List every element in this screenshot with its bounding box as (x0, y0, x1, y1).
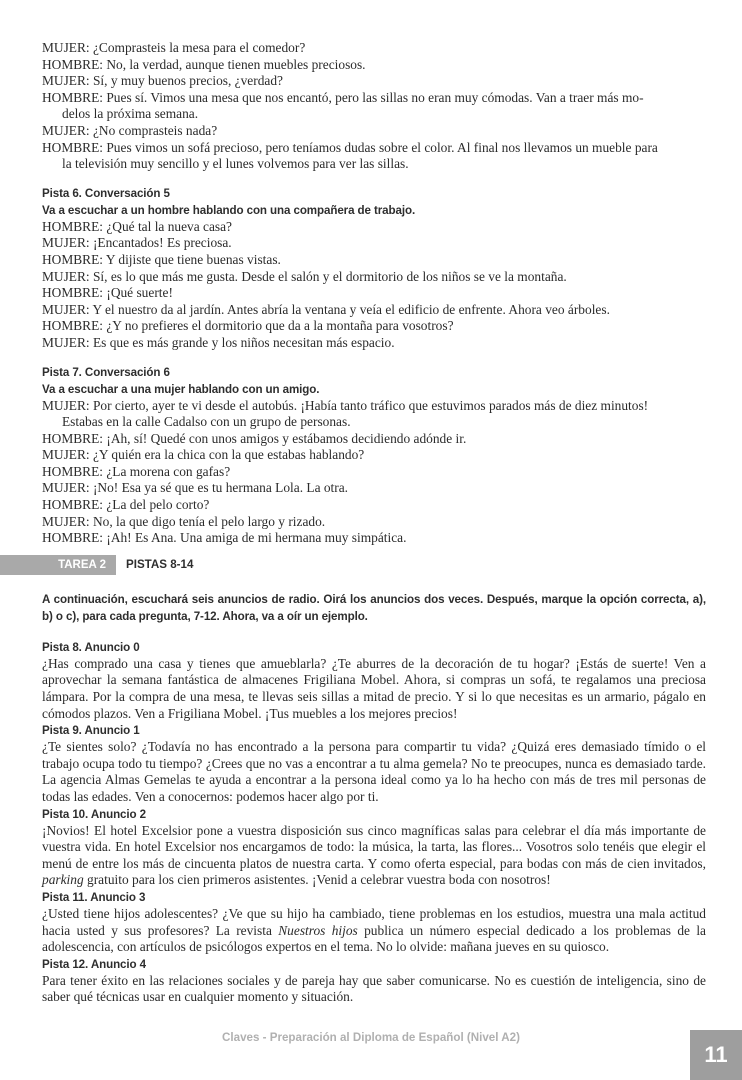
section-subtitle: Va a escuchar a una mujer hablando con un amigo. (42, 382, 320, 396)
italic-term: Nuestros hijos (278, 922, 358, 938)
anuncio-text: ¿Usted tiene hijos adolescentes? ¿Ve que su hijo ha cambiado, tiene problemas en los estudios, muestra una mala actitud hacia usted y sus profesores? La revista Nuestros hijos publica un número especial dedicado a los problemas de la adolescencia, con artículos de psicólogos expertos en el tema. No lo olvide: mañana jueves en su quiosco. (42, 905, 706, 955)
dialogue-line: HOMBRE: ¡Qué suerte! (42, 285, 173, 301)
anuncio-text: ¿Te sientes solo? ¿Todavía no has encontrado a la persona para compartir tu vida? ¿Quizá eres demasiado tímido o el trabajo ocupa todo tu tiempo? ¿Crees que no vas a encontrar a tu alma gemela? No te preocupes, nunca es demasiado tarde. La agencia Almas Gemelas te ayuda a encontrar a la persona ideal como ya lo ha hecho con más de tres mil personas de todas las edades. Ven a conocernos: podemos hacer algo por ti. (42, 739, 706, 804)
anuncio-text: Para tener éxito en las relaciones sociales y de pareja hay que saber comunicarse. No es cuestión de inteligencia, sino de saber qué técnicas usar en cualquier momento y situación. (42, 972, 706, 1005)
dialogue-line: MUJER: ¡No! Esa ya sé que es tu hermana Lola. La otra. (42, 480, 349, 496)
anuncio-block (42, 722, 706, 805)
dialogue-line-continued: la televisión muy sencillo y el lunes volvemos para ver las sillas. (62, 156, 409, 172)
dialogue-line: MUJER: ¿Y quién era la chica con la que estabas hablando? (42, 447, 365, 463)
dialogue-line: MUJER: Sí, es lo que más me gusta. Desde el salón y el dormitorio de los niños se ve la montaña. (42, 268, 567, 284)
page-footer: Claves - Preparación al Diploma de Español (Nivel A2) (222, 1031, 520, 1044)
task-instructions: A continuación, escuchará seis anuncios de radio. Oirá los anuncios dos veces. Después, marque la opción correcta, a), b) o c), para cada pregunta, 7-12. Ahora, va a oír un ejemplo. (42, 592, 706, 623)
page-number: 11 (690, 1030, 742, 1080)
dialogue-line: HOMBRE: Y dijiste que tiene buenas vistas. (42, 251, 281, 267)
section-title: Pista 6. Conversación 5 (42, 186, 170, 200)
dialogue-line: HOMBRE: ¡Ah! Es Ana. Una amiga de mi hermana muy simpática. (42, 530, 407, 546)
dialogue-line: HOMBRE: ¿La del pelo corto? (42, 497, 210, 513)
anuncio-text: ¿Has comprado una casa y tienes que amueblarla? ¿Te aburres de la decoración de tu hogar? ¡Estás de suerte! Ven a aprovechar la semana fantástica de almacenes Frigiliana Mobel. Ahora, si compras un sofá, te regalamos una preciosa lámpara. Por la compra de una mesa, te llevas seis sillas a mitad de precio. Y si lo que necesitas es un armario, págalo en cómodos plazos. Ven a Frigiliana Mobel. ¡Tus muebles a los mejores precios! (42, 655, 706, 721)
dialogue-line-continued: Estabas en la calle Cadalso con un grupo de personas. (62, 414, 351, 430)
anuncio-title: Pista 11. Anuncio 3 (42, 890, 146, 904)
dialogue-line: MUJER: ¿Comprasteis la mesa para el comedor? (42, 40, 306, 55)
dialogue-line: MUJER: ¡Encantados! Es preciosa. (42, 235, 232, 251)
dialogue-line: HOMBRE: Pues sí. Vimos una mesa que nos encantó, pero las sillas no eran muy cómodas. Van a traer más mo- (42, 89, 644, 105)
dialogue-line: HOMBRE: ¿Y no prefieres el dormitorio que da a la montaña para vosotros? (42, 318, 454, 334)
anuncio-text: ¡Novios! El hotel Excelsior pone a vuestra disposición sus cinco magníficas salas para celebrar el día más importante de vuestra vida. En hotel Excelsior nos encargamos de todo: la música, la tarta, las flores... Vosotros solo tenéis que elegir el menú de entre los más de cincuenta platos de nuestra carta. Y como oferta especial, para bodas con más de cien invitados, parking gratuito para los cien primeros asistentes. ¡Venid a celebrar vuestra boda con nosotros! (42, 822, 706, 888)
dialogue-line: MUJER: Es que es más grande y los niños necesitan más espacio. (42, 334, 395, 350)
task-title: PISTAS 8-14 (126, 558, 194, 572)
dialogue-line: MUJER: ¿No comprasteis nada? (42, 122, 218, 138)
dialogue-line: HOMBRE: ¿La morena con gafas? (42, 463, 231, 479)
anuncio-title: Pista 10. Anuncio 2 (42, 807, 146, 821)
italic-term: parking (42, 872, 84, 888)
dialogue-line: HOMBRE: No, la verdad, aunque tienen muebles preciosos. (42, 56, 366, 72)
section-subtitle: Va a escuchar a un hombre hablando con una compañera de trabajo. (42, 203, 416, 217)
section-title: Pista 7. Conversación 6 (42, 365, 170, 379)
dialogue-line-continued: delos la próxima semana. (62, 106, 199, 122)
page-content (42, 40, 706, 1006)
dialogue-line: MUJER: Sí, y muy buenos precios, ¿verdad? (42, 73, 283, 89)
anuncio-block (42, 639, 706, 722)
section-pista-6 (42, 185, 706, 352)
task-tab: TAREA 2 (0, 555, 116, 575)
anuncio-title: Pista 12. Anuncio 4 (42, 957, 146, 971)
dialogue-line: HOMBRE: ¿Qué tal la nueva casa? (42, 218, 233, 234)
anuncio-title: Pista 9. Anuncio 1 (42, 724, 140, 738)
anuncio-block (42, 806, 706, 889)
section-pista-7 (42, 364, 706, 547)
dialogue-line: MUJER: Por cierto, ayer te vi desde el autobús. ¡Había tanto tráfico que estuvimos parados más de diez minutos! (42, 397, 649, 413)
dialogue-line: MUJER: Y el nuestro da al jardín. Antes abría la ventana y veía el edificio de enfrente. Ahora veo árboles. (42, 301, 610, 317)
dialogue-line: MUJER: No, la que digo tenía el pelo largo y rizado. (42, 513, 326, 529)
anuncio-title: Pista 8. Anuncio 0 (42, 640, 140, 654)
conversation-previous (42, 40, 706, 173)
anuncio-block (42, 956, 706, 1006)
task-header (0, 555, 706, 575)
dialogue-line: HOMBRE: ¡Ah, sí! Quedé con unos amigos y estábamos decidiendo adónde ir. (42, 430, 467, 446)
anuncio-block (42, 889, 706, 956)
dialogue-line: HOMBRE: Pues vimos un sofá precioso, pero teníamos dudas sobre el color. Al final nos llevamos un mueble para (42, 139, 658, 155)
